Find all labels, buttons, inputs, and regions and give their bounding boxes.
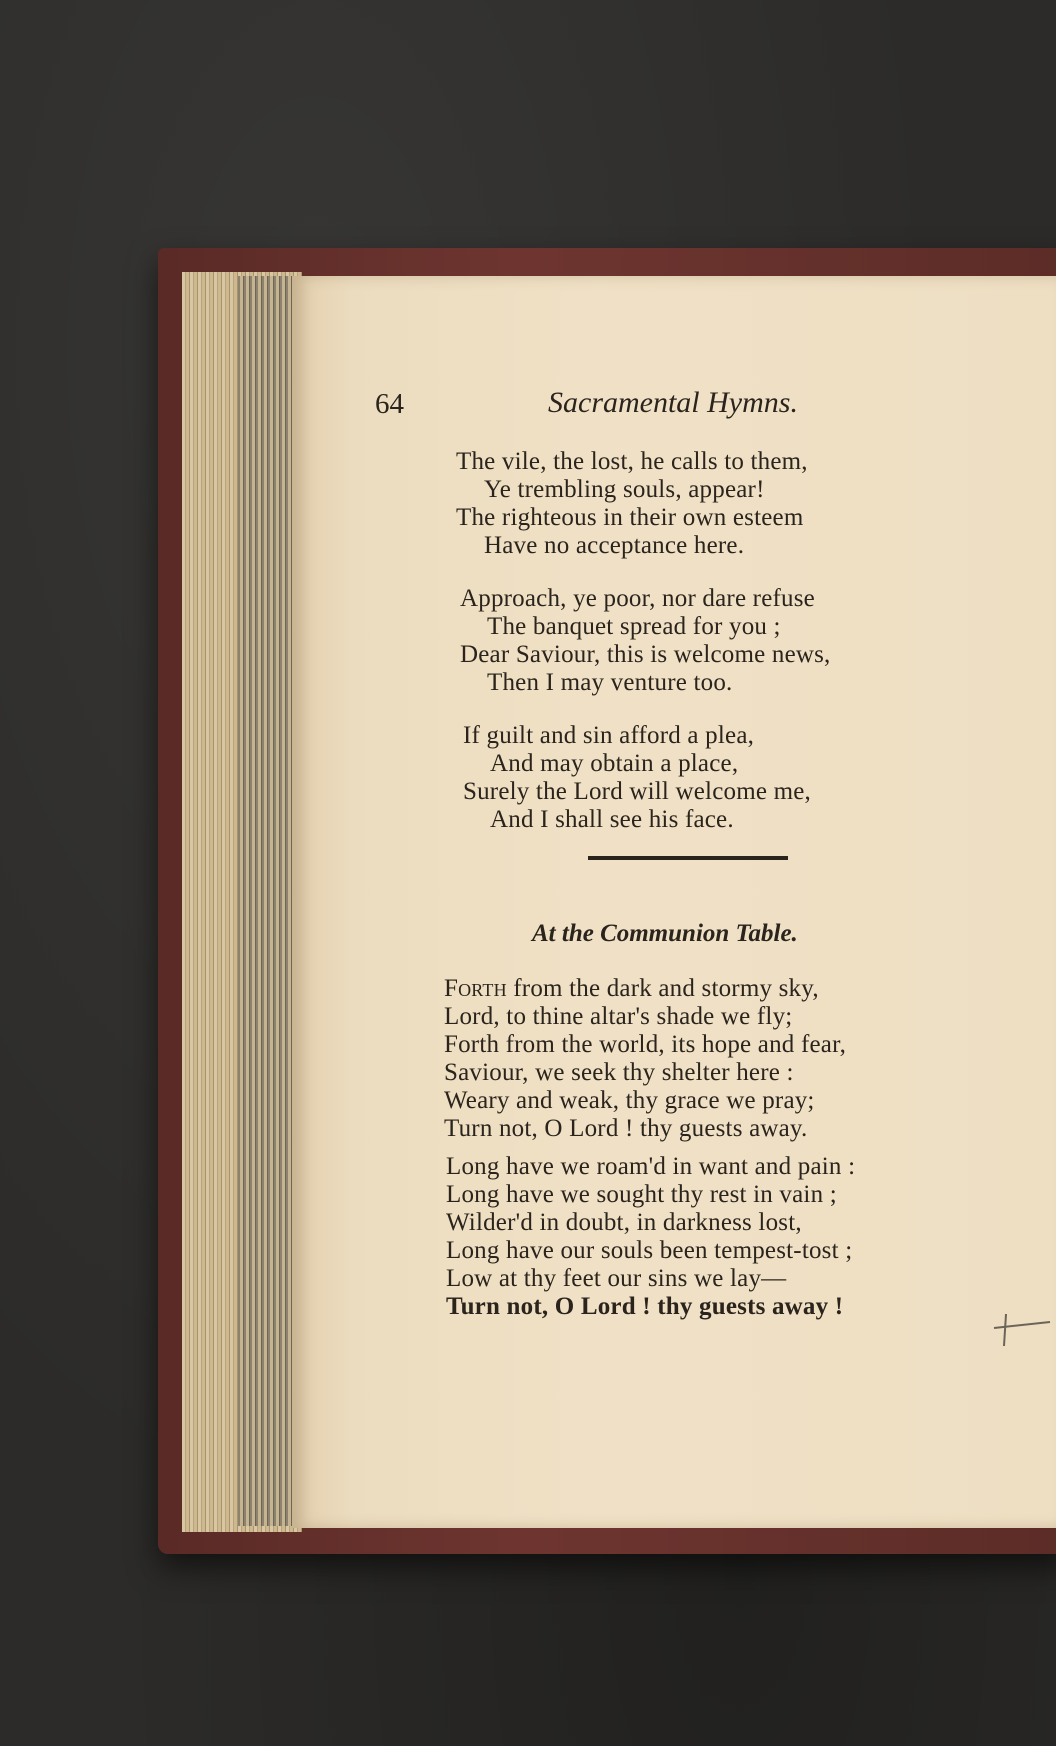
poem-line: Long have our souls been tempest-tost ; bbox=[446, 1237, 853, 1264]
page-edges-inner bbox=[238, 276, 298, 1526]
poem-line: Wilder'd in doubt, in darkness lost, bbox=[446, 1209, 802, 1236]
poem-line: Lord, to thine altar's shade we fly; bbox=[444, 1003, 793, 1030]
poem-line: If guilt and sin afford a plea, bbox=[463, 722, 755, 749]
poem-line: Long have we sought thy rest in vain ; bbox=[446, 1181, 837, 1208]
poem-line: Dear Saviour, this is welcome news, bbox=[460, 641, 831, 668]
poem-line: And may obtain a place, bbox=[490, 750, 739, 777]
page-number: 64 bbox=[375, 388, 404, 420]
poem-line: The vile, the lost, he calls to them, bbox=[456, 448, 808, 475]
poem-line: Ye trembling souls, appear! bbox=[484, 476, 765, 503]
section-divider bbox=[588, 856, 788, 860]
drop-word: Forth bbox=[444, 975, 507, 1002]
poem-line: Turn not, O Lord ! thy guests away ! bbox=[446, 1293, 844, 1320]
poem-line-first bbox=[444, 975, 819, 1002]
poem-line: Weary and weak, thy grace we pray; bbox=[444, 1087, 815, 1114]
poem-line: Low at thy feet our sins we lay— bbox=[446, 1265, 787, 1292]
poem-line: Saviour, we seek thy shelter here : bbox=[444, 1059, 794, 1086]
pencil-mark bbox=[992, 1310, 1052, 1350]
poem-line: Surely the Lord will welcome me, bbox=[463, 778, 811, 805]
poem-line: Long have we roam'd in want and pain : bbox=[446, 1153, 856, 1180]
running-head: Sacramental Hymns. bbox=[548, 386, 798, 419]
poem-line: Turn not, O Lord ! thy guests away. bbox=[444, 1115, 808, 1142]
poem-line-rest: from the dark and stormy sky, bbox=[506, 975, 819, 1002]
poem-line: Approach, ye poor, nor dare refuse bbox=[460, 585, 815, 612]
poem-line: Have no acceptance here. bbox=[484, 532, 745, 559]
poem-line: The righteous in their own esteem bbox=[456, 504, 804, 531]
poem-line: Forth from the world, its hope and fear, bbox=[444, 1031, 847, 1058]
poem-line: And I shall see his face. bbox=[490, 806, 734, 833]
poem-line: The banquet spread for you ; bbox=[487, 613, 781, 640]
section-heading: At the Communion Table. bbox=[532, 920, 798, 947]
poem-line: Then I may venture too. bbox=[487, 669, 733, 696]
